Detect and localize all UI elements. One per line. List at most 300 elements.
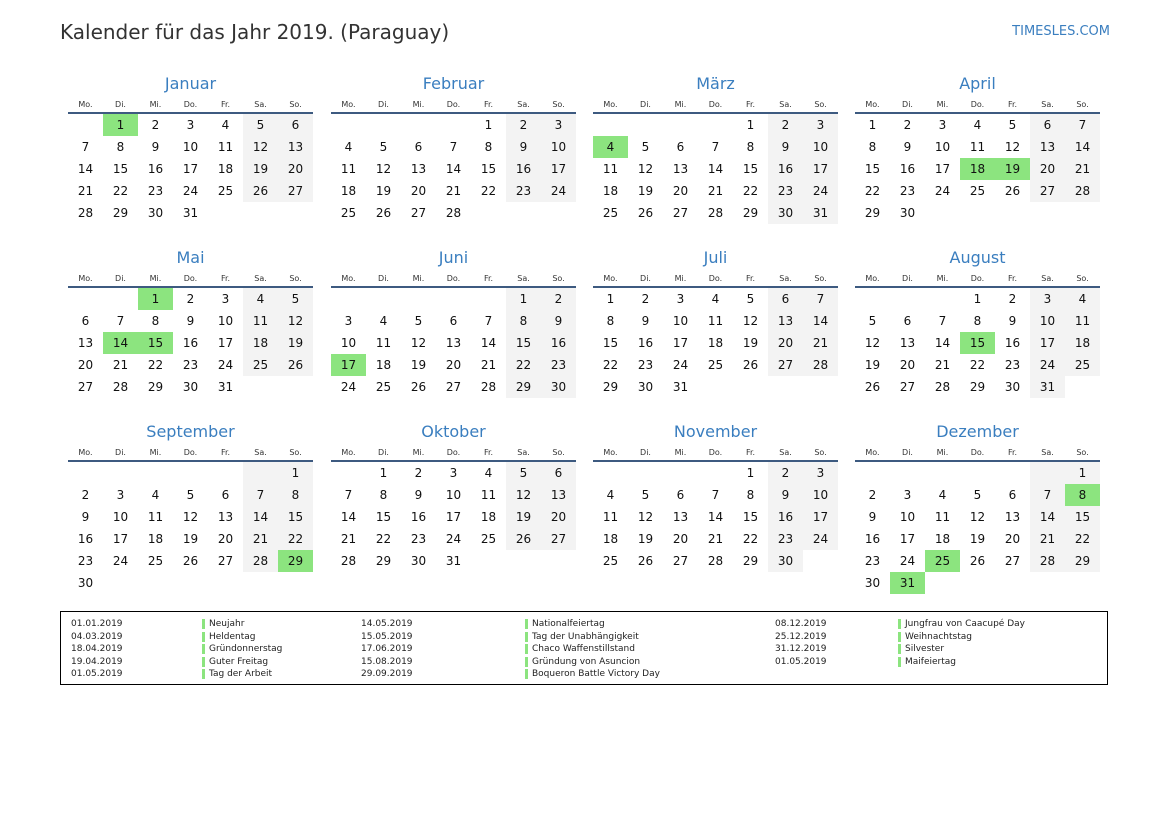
day-cell: 17: [672, 336, 689, 350]
weekday-label: So.: [1076, 274, 1089, 283]
day-cell: 20: [278, 158, 313, 180]
empty-day-cell: [173, 462, 208, 484]
weekday-header: [68, 271, 313, 286]
day-cell: 21: [1065, 158, 1100, 180]
day-grid: [855, 114, 1100, 224]
day-cell: 22: [864, 184, 881, 198]
empty-day-cell: [208, 572, 243, 594]
empty-day-cell: [243, 376, 278, 398]
day-cell: 8: [746, 488, 755, 502]
day-grid: [68, 288, 313, 398]
day-cell: 28: [803, 354, 838, 376]
weekday-label: Mo.: [603, 100, 618, 109]
day-cell: 16: [637, 336, 654, 350]
day-cell: 27: [77, 380, 94, 394]
weekday-header: [855, 271, 1100, 286]
day-cell: 13: [768, 310, 803, 332]
day-cell: 25: [375, 380, 392, 394]
month-name: März: [696, 74, 735, 93]
day-cell: 8: [506, 310, 541, 332]
day-cell: 15: [742, 162, 759, 176]
weekday-label: Di.: [902, 448, 913, 457]
day-cell: 11: [602, 510, 619, 524]
day-cell: 29: [506, 376, 541, 398]
day-cell: 31: [1030, 376, 1065, 398]
weekday-label: Di.: [902, 274, 913, 283]
day-cell: 23: [147, 184, 164, 198]
day-cell: 13: [410, 162, 427, 176]
day-cell: 10: [217, 314, 234, 328]
weekday-label: Mo.: [341, 274, 356, 283]
day-cell: 14: [803, 310, 838, 332]
day-cell: 7: [243, 484, 278, 506]
brand-link[interactable]: TIMESLES.COM: [1012, 24, 1110, 39]
day-cell: 21: [707, 184, 724, 198]
day-cell: 25: [243, 354, 278, 376]
holiday-day-cell: 25: [925, 550, 960, 572]
day-cell: 25: [217, 184, 234, 198]
day-cell: 29: [112, 206, 129, 220]
empty-day-cell: [278, 376, 313, 398]
empty-day-cell: [925, 462, 960, 484]
day-cell: 13: [445, 336, 462, 350]
day-cell: 26: [637, 206, 654, 220]
weekday-label: Di.: [115, 100, 126, 109]
day-cell: 29: [602, 380, 619, 394]
day-cell: 7: [116, 314, 125, 328]
day-cell: 12: [243, 136, 278, 158]
empty-day-cell: [138, 572, 173, 594]
day-cell: 5: [868, 314, 877, 328]
empty-day-cell: [68, 288, 103, 310]
holiday-day-cell: 14: [103, 332, 138, 354]
weekday-label: Mo.: [78, 274, 93, 283]
empty-day-cell: [768, 376, 803, 398]
day-cell: 9: [868, 510, 877, 524]
day-cell: 12: [742, 314, 759, 328]
day-cell: 17: [112, 532, 129, 546]
day-cell: 31: [217, 380, 234, 394]
empty-day-cell: [68, 462, 103, 484]
empty-day-cell: [331, 462, 366, 484]
day-cell: 27: [445, 380, 462, 394]
month-name: September: [146, 422, 235, 441]
day-cell: 10: [934, 140, 951, 154]
day-cell: 1: [1065, 462, 1100, 484]
month-september: [68, 421, 313, 594]
day-cell: 5: [641, 140, 650, 154]
weekday-label: Do.: [708, 100, 723, 109]
weekday-label: Sa.: [1041, 100, 1054, 109]
empty-day-cell: [138, 462, 173, 484]
day-cell: 9: [151, 140, 160, 154]
weekday-label: Mi.: [412, 100, 425, 109]
empty-day-cell: [733, 376, 768, 398]
day-cell: 10: [803, 136, 838, 158]
day-cell: 7: [484, 314, 493, 328]
day-cell: 30: [768, 202, 803, 224]
day-cell: 22: [480, 184, 497, 198]
day-cell: 10: [340, 336, 357, 350]
holiday-date: 19.04.2019: [71, 656, 123, 667]
day-cell: 4: [151, 488, 160, 502]
holiday-name: Boqueron Battle Victory Day: [525, 668, 660, 681]
day-cell: 19: [637, 532, 654, 546]
day-cell: 22: [742, 184, 759, 198]
empty-day-cell: [960, 572, 995, 594]
weekday-label: Sa.: [254, 448, 267, 457]
month-februar: [331, 73, 576, 224]
weekday-label: Di.: [115, 274, 126, 283]
weekday-header: [331, 271, 576, 286]
day-cell: 11: [147, 510, 164, 524]
month-name: November: [673, 422, 758, 441]
day-cell: 9: [903, 140, 912, 154]
day-cell: 10: [803, 484, 838, 506]
weekday-label: Fr.: [483, 100, 494, 109]
day-grid: [331, 462, 576, 572]
day-cell: 18: [217, 162, 234, 176]
holiday-legend: [60, 611, 1108, 685]
weekday-label: Fr.: [220, 100, 231, 109]
day-cell: 22: [742, 532, 759, 546]
empty-day-cell: [401, 288, 436, 310]
weekday-label: Mi.: [674, 448, 687, 457]
day-cell: 14: [1030, 506, 1065, 528]
holiday-name: Maifeiertag: [898, 656, 1025, 669]
day-cell: 13: [541, 484, 576, 506]
day-cell: 27: [278, 180, 313, 202]
day-cell: 11: [243, 310, 278, 332]
day-cell: 20: [217, 532, 234, 546]
empty-day-cell: [960, 462, 995, 484]
empty-day-cell: [698, 462, 733, 484]
day-cell: 15: [506, 332, 541, 354]
empty-day-cell: [628, 114, 663, 136]
day-cell: 9: [1008, 314, 1017, 328]
day-cell: 21: [340, 532, 357, 546]
day-cell: 29: [742, 554, 759, 568]
day-cell: 14: [934, 336, 951, 350]
empty-day-cell: [663, 114, 698, 136]
month-name: August: [949, 248, 1006, 267]
weekday-header: [593, 97, 838, 112]
day-cell: 5: [243, 114, 278, 136]
day-cell: 28: [112, 380, 129, 394]
day-cell: 22: [506, 354, 541, 376]
day-cell: 28: [445, 206, 462, 220]
day-cell: 8: [746, 140, 755, 154]
weekday-label: Mo.: [78, 448, 93, 457]
day-cell: 12: [1004, 140, 1021, 154]
weekday-label: Di.: [640, 274, 651, 283]
day-cell: 12: [637, 162, 654, 176]
weekday-label: Mo.: [865, 448, 880, 457]
day-cell: 7: [1065, 114, 1100, 136]
day-cell: 16: [768, 158, 803, 180]
legend-col-3-names: [898, 618, 1025, 668]
month-name: Juli: [703, 248, 728, 267]
day-cell: 17: [217, 336, 234, 350]
day-cell: 30: [541, 376, 576, 398]
day-cell: 1: [746, 466, 755, 480]
day-cell: 25: [707, 358, 724, 372]
weekday-label: Sa.: [517, 448, 530, 457]
day-cell: 16: [182, 336, 199, 350]
empty-day-cell: [663, 462, 698, 484]
day-cell: 24: [1030, 354, 1065, 376]
empty-day-cell: [1030, 202, 1065, 224]
weekday-label: Mi.: [412, 448, 425, 457]
weekday-label: Mi.: [412, 274, 425, 283]
empty-day-cell: [173, 572, 208, 594]
day-cell: 16: [147, 162, 164, 176]
day-cell: 16: [77, 532, 94, 546]
day-cell: 1: [484, 118, 493, 132]
day-cell: 14: [340, 510, 357, 524]
empty-day-cell: [925, 202, 960, 224]
empty-day-cell: [995, 202, 1030, 224]
weekday-label: Mo.: [341, 448, 356, 457]
day-cell: 19: [410, 358, 427, 372]
day-cell: 30: [147, 206, 164, 220]
weekday-label: Di.: [640, 448, 651, 457]
month-name: Mai: [176, 248, 205, 267]
day-cell: 12: [278, 310, 313, 332]
day-cell: 23: [77, 554, 94, 568]
day-cell: 28: [340, 554, 357, 568]
day-cell: 20: [445, 358, 462, 372]
day-cell: 8: [606, 314, 615, 328]
holiday-date: 01.05.2019: [775, 656, 827, 667]
day-cell: 16: [864, 532, 881, 546]
day-cell: 1: [746, 118, 755, 132]
day-cell: 12: [182, 510, 199, 524]
weekday-label: Sa.: [779, 448, 792, 457]
day-cell: 11: [934, 510, 951, 524]
day-cell: 10: [182, 140, 199, 154]
day-cell: 17: [445, 510, 462, 524]
day-cell: 12: [637, 510, 654, 524]
day-cell: 27: [1030, 180, 1065, 202]
day-cell: 13: [672, 162, 689, 176]
day-cell: 1: [506, 288, 541, 310]
day-cell: 5: [414, 314, 423, 328]
day-cell: 5: [278, 288, 313, 310]
day-cell: 3: [1030, 288, 1065, 310]
day-cell: 21: [77, 184, 94, 198]
month-oktober: [331, 421, 576, 572]
day-cell: 12: [410, 336, 427, 350]
day-cell: 22: [969, 358, 986, 372]
empty-day-cell: [103, 462, 138, 484]
day-cell: 23: [864, 554, 881, 568]
day-cell: 7: [711, 488, 720, 502]
weekday-label: Sa.: [517, 274, 530, 283]
day-cell: 4: [606, 488, 615, 502]
empty-day-cell: [698, 376, 733, 398]
day-cell: 28: [77, 206, 94, 220]
weekday-label: Do.: [708, 274, 723, 283]
day-cell: 27: [899, 380, 916, 394]
day-cell: 24: [340, 380, 357, 394]
day-cell: 19: [637, 184, 654, 198]
day-cell: 27: [410, 206, 427, 220]
weekday-label: Do.: [446, 274, 461, 283]
day-cell: 8: [278, 484, 313, 506]
day-cell: 29: [1065, 550, 1100, 572]
day-cell: 6: [541, 462, 576, 484]
day-grid: [593, 462, 838, 572]
day-cell: 22: [278, 528, 313, 550]
empty-day-cell: [208, 462, 243, 484]
month-april: [855, 73, 1100, 224]
day-cell: 11: [602, 162, 619, 176]
holiday-name: Gründung von Asuncion: [525, 656, 660, 669]
weekday-label: Mi.: [149, 448, 162, 457]
day-cell: 18: [340, 184, 357, 198]
legend-col-1-dates: [71, 618, 123, 681]
day-cell: 15: [278, 506, 313, 528]
day-cell: 17: [541, 158, 576, 180]
day-cell: 28: [707, 206, 724, 220]
empty-day-cell: [541, 550, 576, 572]
weekday-label: Sa.: [779, 100, 792, 109]
month-januar: [68, 73, 313, 224]
day-cell: 20: [77, 358, 94, 372]
day-cell: 2: [186, 292, 195, 306]
day-cell: 29: [147, 380, 164, 394]
empty-day-cell: [593, 114, 628, 136]
day-cell: 16: [899, 162, 916, 176]
day-cell: 12: [375, 162, 392, 176]
empty-day-cell: [925, 288, 960, 310]
day-cell: 20: [410, 184, 427, 198]
empty-day-cell: [506, 202, 541, 224]
day-cell: 26: [182, 554, 199, 568]
weekday-label: So.: [814, 274, 827, 283]
day-cell: 26: [375, 206, 392, 220]
day-cell: 3: [803, 462, 838, 484]
month-name: Oktober: [421, 422, 486, 441]
day-cell: 28: [1030, 550, 1065, 572]
weekday-label: Sa.: [254, 100, 267, 109]
weekday-label: Mo.: [865, 100, 880, 109]
month-juni: [331, 247, 576, 398]
day-cell: 29: [864, 206, 881, 220]
day-cell: 6: [221, 488, 230, 502]
weekday-header: [68, 445, 313, 460]
day-cell: 17: [803, 506, 838, 528]
day-cell: 2: [151, 118, 160, 132]
day-cell: 1: [278, 462, 313, 484]
weekday-label: Sa.: [1041, 448, 1054, 457]
holiday-day-cell: 4: [593, 136, 628, 158]
holiday-day-cell: 8: [1065, 484, 1100, 506]
day-cell: 18: [480, 510, 497, 524]
day-cell: 9: [768, 484, 803, 506]
day-cell: 6: [676, 488, 685, 502]
day-grid: [593, 288, 838, 398]
day-cell: 23: [541, 354, 576, 376]
empty-day-cell: [243, 202, 278, 224]
day-cell: 17: [1030, 332, 1065, 354]
empty-day-cell: [855, 462, 890, 484]
day-cell: 16: [1004, 336, 1021, 350]
day-cell: 26: [278, 354, 313, 376]
weekday-header: [855, 445, 1100, 460]
day-cell: 4: [344, 140, 353, 154]
weekday-label: Mi.: [936, 100, 949, 109]
empty-day-cell: [331, 114, 366, 136]
weekday-label: Do.: [970, 448, 985, 457]
holiday-day-cell: 18: [960, 158, 995, 180]
weekday-label: Mo.: [865, 274, 880, 283]
weekday-label: Fr.: [745, 274, 756, 283]
day-cell: 10: [1030, 310, 1065, 332]
day-cell: 27: [672, 206, 689, 220]
day-cell: 14: [707, 510, 724, 524]
weekday-label: Sa.: [254, 274, 267, 283]
day-cell: 5: [1008, 118, 1017, 132]
weekday-label: Mi.: [674, 100, 687, 109]
day-cell: 6: [278, 114, 313, 136]
day-cell: 23: [182, 358, 199, 372]
weekday-label: Mo.: [603, 448, 618, 457]
weekday-label: Mi.: [936, 448, 949, 457]
day-cell: 3: [186, 118, 195, 132]
day-cell: 2: [641, 292, 650, 306]
empty-day-cell: [698, 114, 733, 136]
day-cell: 6: [81, 314, 90, 328]
holiday-day-cell: 15: [960, 332, 995, 354]
day-cell: 11: [707, 314, 724, 328]
empty-day-cell: [1030, 462, 1065, 484]
day-cell: 7: [938, 314, 947, 328]
weekday-label: Mo.: [341, 100, 356, 109]
day-cell: 5: [641, 488, 650, 502]
weekday-header: [331, 445, 576, 460]
day-cell: 18: [707, 336, 724, 350]
day-cell: 24: [541, 180, 576, 202]
weekday-label: Di.: [115, 448, 126, 457]
day-cell: 4: [221, 118, 230, 132]
empty-day-cell: [68, 114, 103, 136]
day-cell: 31: [445, 554, 462, 568]
day-cell: 23: [768, 528, 803, 550]
day-cell: 6: [768, 288, 803, 310]
day-cell: 9: [541, 310, 576, 332]
weekday-label: Do.: [446, 448, 461, 457]
day-cell: 6: [449, 314, 458, 328]
day-cell: 20: [1004, 532, 1021, 546]
weekday-label: Fr.: [1007, 100, 1018, 109]
day-cell: 20: [672, 184, 689, 198]
day-cell: 13: [278, 136, 313, 158]
day-cell: 10: [445, 488, 462, 502]
day-cell: 24: [803, 180, 838, 202]
month-name: April: [959, 74, 996, 93]
day-cell: 30: [768, 550, 803, 572]
empty-day-cell: [803, 376, 838, 398]
day-cell: 8: [379, 488, 388, 502]
day-cell: 29: [375, 554, 392, 568]
weekday-label: Fr.: [483, 448, 494, 457]
day-cell: 5: [186, 488, 195, 502]
empty-day-cell: [960, 202, 995, 224]
day-cell: 25: [602, 206, 619, 220]
day-cell: 2: [768, 462, 803, 484]
